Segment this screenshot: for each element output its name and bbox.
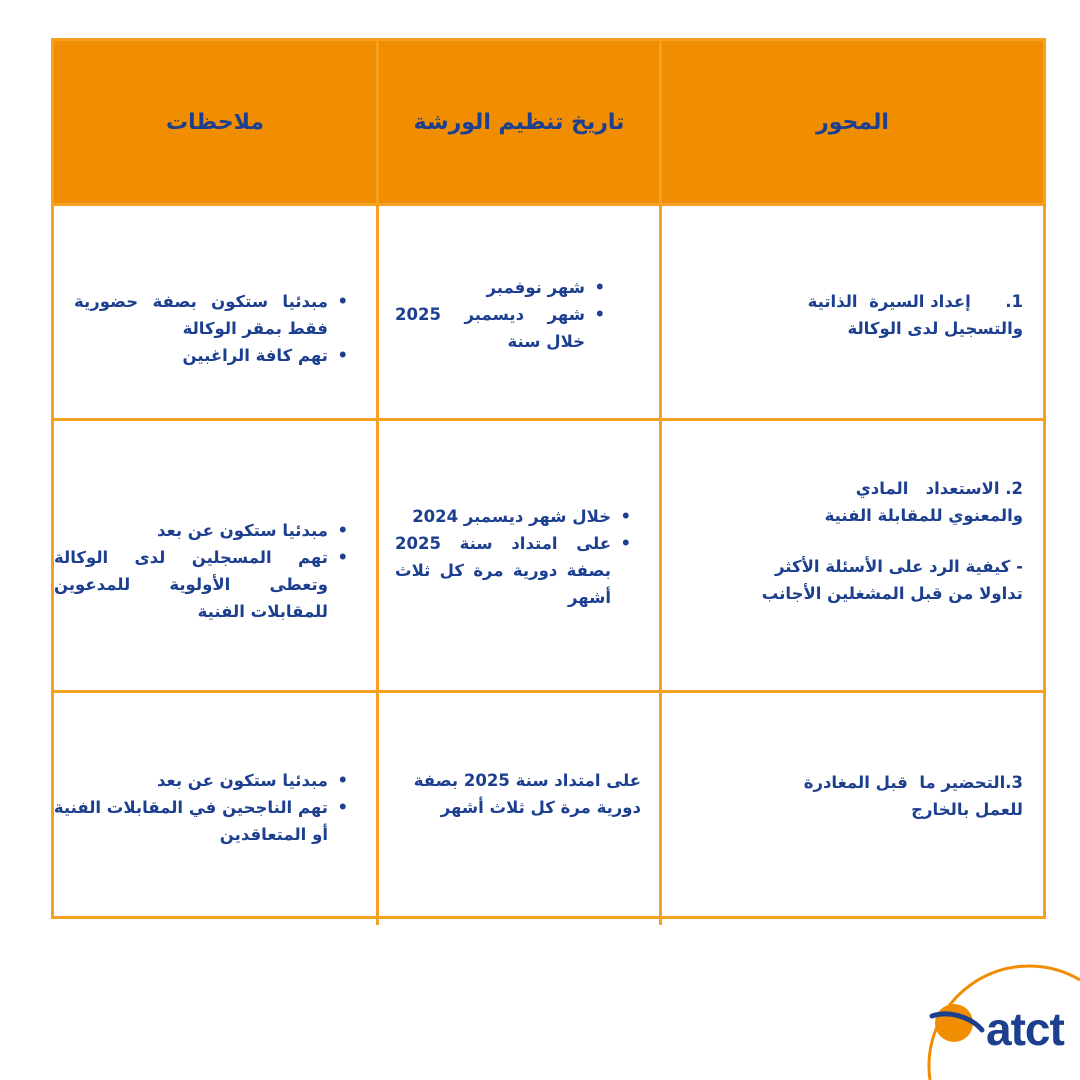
axis-cell — [662, 421, 1043, 693]
notes-cell — [54, 693, 376, 925]
date-text — [395, 503, 633, 611]
header-date-cell — [376, 41, 662, 203]
header-axis: المحور — [816, 109, 889, 135]
list-item: • على امتداد سنة 2025 بصفة دورية مرة كل ثلاث أشهر — [395, 530, 633, 611]
table-row — [54, 418, 1043, 693]
axis-text — [743, 475, 1023, 607]
notes-cell — [54, 206, 376, 421]
list-item: • تهم الناجحين في المقابلات الفنية أو المتعاقدين — [50, 794, 350, 848]
notes-text — [74, 288, 350, 369]
header-axis-cell — [662, 41, 1043, 203]
date-text: على امتداد سنة 2025 بصفة دورية مرة كل ثلاث أشهر — [413, 771, 641, 817]
header-notes-cell — [54, 41, 376, 203]
notes-text — [50, 767, 350, 848]
axis-text — [763, 288, 1023, 342]
axis-line: والمعنوي للمقابلة الفنية — [824, 506, 1023, 525]
logo-globe-icon — [935, 1004, 973, 1042]
list-item: • شهر ديسمبر 2025 خلال سنة — [395, 301, 607, 355]
workshop-table — [51, 38, 1046, 919]
table-header-row — [54, 41, 1043, 203]
axis-line: 2. الاستعداد المادي — [855, 479, 1023, 498]
list-item: • مبدئيا ستكون عن بعد — [54, 517, 350, 544]
logo-text: atct — [986, 1003, 1064, 1055]
axis-line: 3.التحضير ما قبل المغادرة — [803, 773, 1023, 792]
axis-text — [763, 769, 1023, 823]
axis-cell — [662, 206, 1043, 421]
list-item: • مبدئيا ستكون بصفة حضورية فقط بمقر الوكالة — [74, 288, 350, 342]
date-cell — [376, 693, 662, 925]
table-row — [54, 203, 1043, 421]
notes-text — [54, 517, 350, 625]
table-row — [54, 690, 1043, 925]
notes-cell — [54, 421, 376, 693]
list-item: • تهم كافة الراغبين — [74, 342, 350, 369]
date-cell — [376, 421, 662, 693]
axis-line: للعمل بالخارج — [911, 800, 1023, 819]
axis-line: 1. إعداد السيرة الذاتية — [807, 292, 1023, 311]
list-item: • خلال شهر ديسمبر 2024 — [395, 503, 633, 530]
list-item: • مبدئيا ستكون عن بعد — [50, 767, 350, 794]
date-text — [395, 274, 607, 355]
header-date: تاريخ تنظيم الورشة — [413, 109, 625, 135]
date-cell — [376, 206, 662, 421]
axis-line: والتسجيل لدى الوكالة — [847, 319, 1023, 338]
axis-extra: - كيفية الرد على الأسئلة الأكثر تداولا من قبل المشغلين الأجانب — [761, 557, 1023, 603]
list-item: • شهر نوفمبر — [395, 274, 607, 301]
header-notes: ملاحظات — [166, 109, 264, 135]
list-item: • تهم المسجلين لدى الوكالة وتعطى الأولوية للمدعوين للمقابلات الفنية — [54, 544, 350, 625]
axis-cell — [662, 693, 1043, 925]
